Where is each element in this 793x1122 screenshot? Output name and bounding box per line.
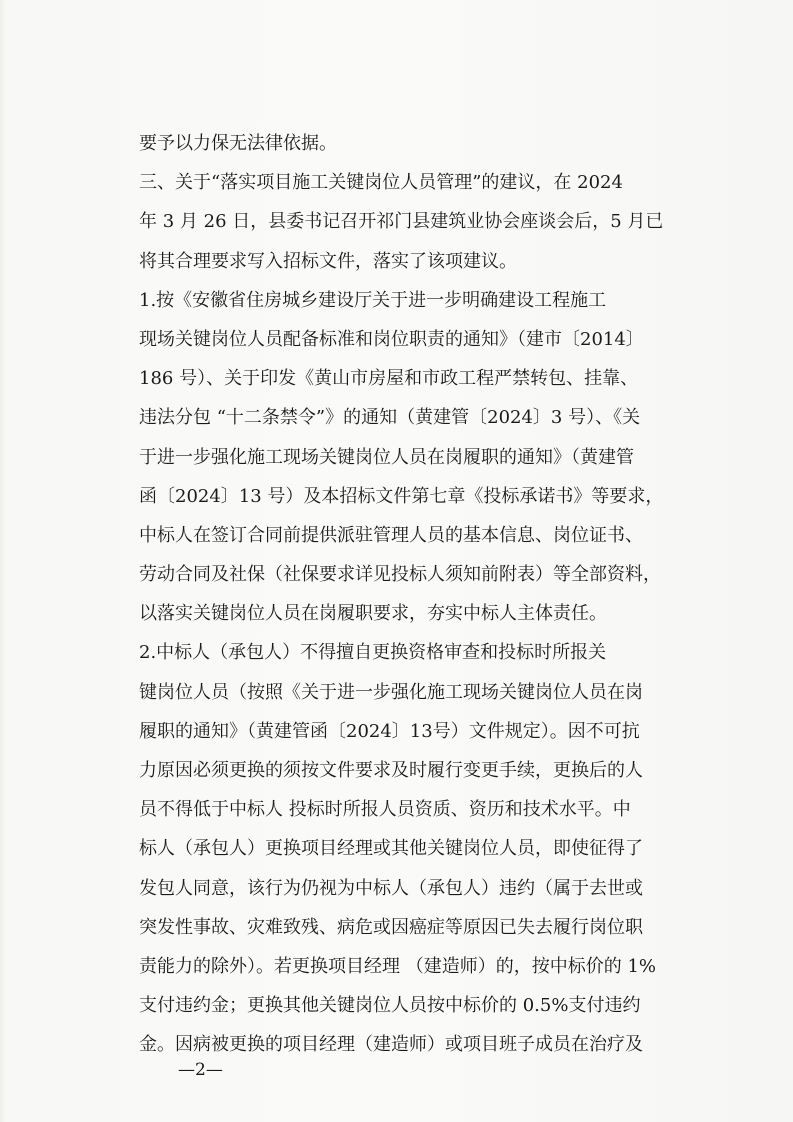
- text-line: 违法分包 “十二条禁令”》的通知（黄建管〔2024〕3 号）、《关: [139, 407, 641, 429]
- text-line: 要予以力保无法律依据。: [139, 133, 337, 154]
- text-line: 将其合理要求写入招标文件，落实了该项建议。: [139, 250, 517, 272]
- text-line: 员不得低于中标人 投标时所报人员资质、资历和技术水平。中: [139, 799, 631, 821]
- text-line: 标人（承包人）更换项目经理或其他关键岗位人员，即使征得了: [139, 838, 643, 860]
- text-line: 于进一步强化施工现场关键岗位人员在岗履职的通知》（黄建管: [139, 446, 634, 468]
- text-line: 186 号）、关于印发《黄山市房屋和市政工程严禁转包、挂靠、: [139, 368, 639, 390]
- text-line: 中标人在签订合同前提供派驻管理人员的基本信息、岗位证书、: [139, 524, 643, 546]
- text-line: 发包人同意，该行为仍视为中标人（承包人）违约（属于去世或: [139, 877, 643, 899]
- text-line: 责能力的除外）。若更换项目经理 （建造师）的，按中标价的 1%: [139, 955, 656, 977]
- text-line: 年 3 月 26 日，县委书记召开祁门县建筑业协会座谈会后，5 月已: [139, 211, 664, 233]
- text-line: 力原因必须更换的须按文件要求及时履行变更手续，更换后的人: [139, 760, 643, 781]
- text-line: 支付违约金；更换其他关键岗位人员按中标价的 0.5%支付违约: [139, 995, 641, 1017]
- text-line: 函〔2024〕13 号）及本招标文件第七章《投标承诺书》等要求，: [139, 485, 664, 507]
- text-line: 履职的通知》（黄建管函〔2024〕13号）文件规定）。因不可抗: [139, 720, 640, 742]
- text-line: 1.按《安徽省住房城乡建设厅关于进一步明确建设工程施工: [139, 289, 607, 311]
- text-line: 2.中标人（承包人）不得擅自更换资格审查和投标时所报关: [139, 642, 607, 664]
- text-line: 键岗位人员（按照《关于进一步强化施工现场关键岗位人员在岗: [139, 681, 643, 703]
- text-line: 劳动合同及社保（社保要求详见投标人须知前附表）等全部资料，: [139, 564, 661, 586]
- text-line: 突发性事故、灾难致残、病危或因癌症等原因已失去履行岗位职: [139, 916, 643, 938]
- page-number: —2—: [178, 1060, 223, 1080]
- document-body: [139, 124, 759, 1065]
- text-line: 现场关键岗位人员配备标准和岗位职责的通知》（建市〔2014〕: [139, 328, 644, 350]
- text-line: 三、关于“落实项目施工关键岗位人员管理”的建议，在 2024: [139, 172, 623, 194]
- text-line: 以落实关键岗位人员在岗履职要求，夯实中标人主体责任。: [139, 603, 607, 625]
- text-line: 金。因病被更换的项目经理（建造师）或项目班子成员在治疗及: [139, 1034, 643, 1056]
